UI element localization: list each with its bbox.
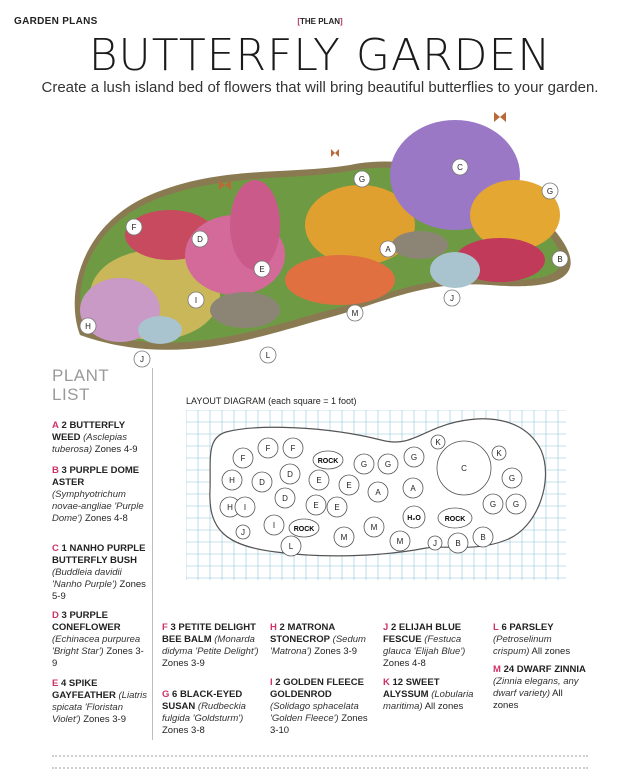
- svg-text:G: G: [360, 460, 368, 469]
- plant-circle-b: [473, 527, 493, 547]
- plant-circle-m: [334, 527, 354, 547]
- plant-scientific: (Festuca glauca 'Elijah Blue'): [383, 634, 466, 657]
- plant-name: 6 PARSLEY: [501, 622, 554, 633]
- plant-letter: L: [493, 622, 499, 633]
- plant-scientific: (Sedum 'Matrona'): [270, 634, 366, 657]
- plant-entry-a: [52, 420, 148, 456]
- rock-label-left: [289, 519, 319, 537]
- svg-text:B: B: [557, 255, 563, 264]
- plant-name: 3 PETITE DELIGHT BEE BALM: [162, 622, 256, 645]
- svg-text:I: I: [194, 296, 198, 305]
- callout-h: [80, 318, 96, 334]
- svg-text:J: J: [450, 294, 454, 303]
- svg-text:D: D: [282, 494, 288, 503]
- svg-text:G: G: [384, 460, 392, 469]
- plant-circle-i: [264, 515, 284, 535]
- callout-m: [347, 305, 363, 321]
- plant-circle-g: [404, 447, 424, 467]
- svg-text:ROCK: ROCK: [444, 516, 466, 523]
- plant-letter: E: [52, 678, 59, 689]
- plant-circle-e: [309, 470, 329, 490]
- plant-circle-g: [354, 454, 374, 474]
- svg-text:E: E: [346, 481, 352, 490]
- plant-circle-e: [306, 495, 326, 515]
- svg-text:M: M: [351, 309, 359, 318]
- plant-name: 1 NANHO PURPLE BUTTERFLY BUSH: [52, 543, 146, 566]
- plant-zones: Zones 3-9: [52, 646, 144, 669]
- svg-text:ROCK: ROCK: [293, 526, 315, 533]
- water-label: [403, 506, 425, 528]
- plant-circle-g: [378, 454, 398, 474]
- plant-letter: D: [52, 610, 59, 621]
- svg-text:C: C: [461, 464, 467, 473]
- layout-diagram-title: LAYOUT DIAGRAM (each square = 1 foot): [186, 396, 357, 406]
- plant-name: 3 PURPLE CONEFLOWER: [52, 610, 121, 633]
- plant-name: 12 SWEET ALYSSUM: [383, 677, 440, 700]
- plant-scientific: (Solidago sphacelata 'Golden Fleece'): [270, 701, 359, 724]
- plant-scientific: (Buddleia davidii 'Nanho Purple'): [52, 567, 122, 590]
- svg-text:C: C: [457, 163, 463, 172]
- plant-list-heading-line1: PLANT: [52, 366, 110, 385]
- plant-circle-b: [448, 533, 468, 553]
- callout-g: [542, 183, 558, 199]
- plant-entry-b: [52, 465, 148, 525]
- svg-text:H: H: [85, 322, 91, 331]
- plant-circle-m: [364, 517, 384, 537]
- callout-d: [192, 231, 208, 247]
- svg-text:G: G: [489, 500, 497, 509]
- svg-text:I: I: [272, 521, 276, 530]
- rock-label-right: [438, 508, 472, 528]
- plant-circle-i: [235, 497, 255, 517]
- callout-j: [444, 290, 460, 306]
- svg-text:E: E: [313, 501, 319, 510]
- plant-zones: Zones 3-8: [162, 725, 205, 736]
- svg-text:E: E: [259, 265, 265, 274]
- plant-entry-c: [52, 543, 148, 603]
- svg-text:F: F: [265, 444, 271, 453]
- plant-circle-j: [236, 525, 250, 539]
- svg-text:M: M: [370, 523, 378, 532]
- plant-entry-j: [383, 622, 483, 670]
- plant-circle-h: [222, 470, 242, 490]
- plant-circle-d: [280, 464, 300, 484]
- plant-circle-f: [233, 448, 253, 468]
- svg-text:I: I: [243, 503, 247, 512]
- plant-scientific: (Zinnia elegans, any dwarf variety): [493, 676, 579, 699]
- plant-letter: G: [162, 689, 170, 700]
- plant-letter: B: [52, 465, 59, 476]
- callout-e: [254, 261, 270, 277]
- svg-text:A: A: [410, 484, 416, 493]
- plant-scientific: (Lobularia maritima): [383, 689, 474, 712]
- section-label: GARDEN PLANS: [14, 16, 98, 27]
- plant-name: 2 BUTTERFLY WEED: [52, 420, 125, 443]
- kicker: [THE PLAN]: [297, 17, 343, 26]
- callout-f: [126, 219, 142, 235]
- page-subtitle: Create a lush island bed of flowers that will bring beautiful butterflies to your garden.: [41, 79, 599, 96]
- svg-text:L: L: [265, 351, 271, 360]
- svg-text:K: K: [496, 449, 502, 458]
- plant-zones: All zones: [493, 688, 563, 711]
- kicker-text: THE PLAN: [300, 17, 340, 26]
- plant-scientific: (Monarda didyma 'Petite Delight'): [162, 634, 259, 657]
- plant-scientific: (Rudbeckia fulgida 'Goldsturm'): [162, 701, 246, 724]
- svg-text:B: B: [455, 539, 461, 548]
- plant-name: 4 SPIKE GAYFEATHER: [52, 678, 116, 701]
- plant-scientific: (Petroselinum crispum): [493, 634, 552, 657]
- plant-zones: All zones: [531, 646, 571, 657]
- footer-dotted-rule: [52, 755, 588, 769]
- plant-scientific: (Liatris spicata 'Floristan Violet'): [52, 690, 148, 725]
- svg-text:G: G: [546, 187, 554, 196]
- plant-circle-d: [252, 472, 272, 492]
- svg-text:G: G: [410, 453, 418, 462]
- plant-zones: Zones 3-9: [314, 646, 358, 657]
- plant-circle-f: [258, 438, 278, 458]
- svg-text:H: H: [227, 503, 233, 512]
- svg-text:J: J: [433, 539, 437, 548]
- garden-illustration: [60, 105, 580, 370]
- plant-zones: All zones: [424, 701, 464, 712]
- svg-text:G: G: [358, 175, 366, 184]
- plant-scientific: (Symphyotrichum novae-angliae 'Purple Dome'): [52, 489, 144, 524]
- plant-zones: Zones 4-8: [383, 658, 426, 669]
- plant-scientific: (Asclepias tuberosa): [52, 432, 127, 455]
- plant-name: 24 DWARF ZINNIA: [503, 664, 586, 675]
- callout-g: [354, 171, 370, 187]
- plant-name: 2 MATRONA STONECROP: [270, 622, 335, 645]
- svg-text:H₂O: H₂O: [407, 515, 421, 522]
- svg-text:F: F: [290, 444, 296, 453]
- plant-entry-l: [493, 622, 589, 658]
- svg-text:D: D: [287, 470, 293, 479]
- svg-text:M: M: [340, 533, 348, 542]
- plant-entry-m: [493, 664, 589, 712]
- callout-j: [134, 351, 150, 367]
- plant-circle-l: [281, 536, 301, 556]
- plant-circle-e: [339, 475, 359, 495]
- plant-letter: K: [383, 677, 390, 688]
- plant-entry-h: [270, 622, 370, 658]
- callout-l: [260, 347, 276, 363]
- svg-text:A: A: [375, 488, 381, 497]
- page-title: BUTTERFLY GARDEN: [88, 30, 552, 81]
- plant-entry-d: [52, 610, 148, 670]
- plant-zones: Zones 5-9: [52, 579, 146, 602]
- plant-scientific: (Echinacea purpurea 'Bright Star'): [52, 634, 141, 657]
- plant-letter: A: [52, 420, 59, 431]
- svg-text:G: G: [508, 474, 516, 483]
- plant-circle-c: [437, 441, 491, 495]
- plant-letter: J: [383, 622, 389, 633]
- svg-text:F: F: [131, 223, 137, 232]
- svg-text:J: J: [241, 528, 245, 537]
- plant-zones: Zones 3-9: [83, 714, 126, 725]
- plant-circle-a: [368, 482, 388, 502]
- rock-label-top: [313, 451, 343, 469]
- svg-text:M: M: [396, 537, 404, 546]
- plant-circle-k: [431, 435, 445, 449]
- svg-text:F: F: [240, 454, 246, 463]
- layout-diagram: [186, 410, 566, 580]
- plant-letter: F: [162, 622, 168, 633]
- svg-text:E: E: [334, 503, 340, 512]
- plant-letter: H: [270, 622, 277, 633]
- svg-text:D: D: [197, 235, 203, 244]
- plant-letter: M: [493, 664, 501, 675]
- plant-circle-k: [492, 446, 506, 460]
- svg-text:E: E: [316, 476, 322, 485]
- plant-list-heading: [52, 366, 109, 404]
- callout-i: [188, 292, 204, 308]
- svg-text:L: L: [288, 542, 294, 551]
- plant-zones: Zones 4-8: [84, 513, 128, 524]
- plant-circle-a: [403, 478, 423, 498]
- svg-text:ROCK: ROCK: [317, 458, 339, 465]
- plant-name: 6 BLACK-EYED SUSAN: [162, 689, 243, 712]
- plant-circle-g: [506, 494, 526, 514]
- plant-name: 3 PURPLE DOME ASTER: [52, 465, 140, 488]
- plant-entry-e: [52, 678, 148, 726]
- plant-circle-g: [502, 468, 522, 488]
- plant-zones: Zones 4-9: [94, 444, 138, 455]
- plant-circle-f: [283, 438, 303, 458]
- svg-text:G: G: [512, 500, 520, 509]
- svg-text:D: D: [259, 478, 265, 487]
- divider: [152, 368, 153, 740]
- plant-name: 2 ELIJAH BLUE FESCUE: [383, 622, 462, 645]
- callout-b: [552, 251, 568, 267]
- svg-text:J: J: [140, 355, 144, 364]
- plant-name: 2 GOLDEN FLEECE GOLDENROD: [270, 677, 364, 700]
- plant-circle-e: [327, 497, 347, 517]
- plant-circle-m: [390, 531, 410, 551]
- plant-circle-d: [275, 488, 295, 508]
- svg-text:B: B: [480, 533, 486, 542]
- plant-entry-g: [162, 689, 262, 737]
- plant-list-heading-line2: LIST: [52, 385, 90, 404]
- plant-entry-f: [162, 622, 262, 670]
- plant-entry-k: [383, 677, 483, 713]
- plant-circle-j: [428, 536, 442, 550]
- svg-text:H: H: [229, 476, 235, 485]
- plant-entry-i: [270, 677, 370, 737]
- callout-c: [452, 159, 468, 175]
- plant-circle-g: [483, 494, 503, 514]
- svg-text:A: A: [385, 245, 391, 254]
- plant-zones: Zones 3-9: [162, 658, 205, 669]
- svg-text:K: K: [435, 438, 441, 447]
- callout-a: [380, 241, 396, 257]
- plant-letter: I: [270, 677, 273, 688]
- plant-letter: C: [52, 543, 59, 554]
- plant-zones: Zones 3-10: [270, 713, 368, 736]
